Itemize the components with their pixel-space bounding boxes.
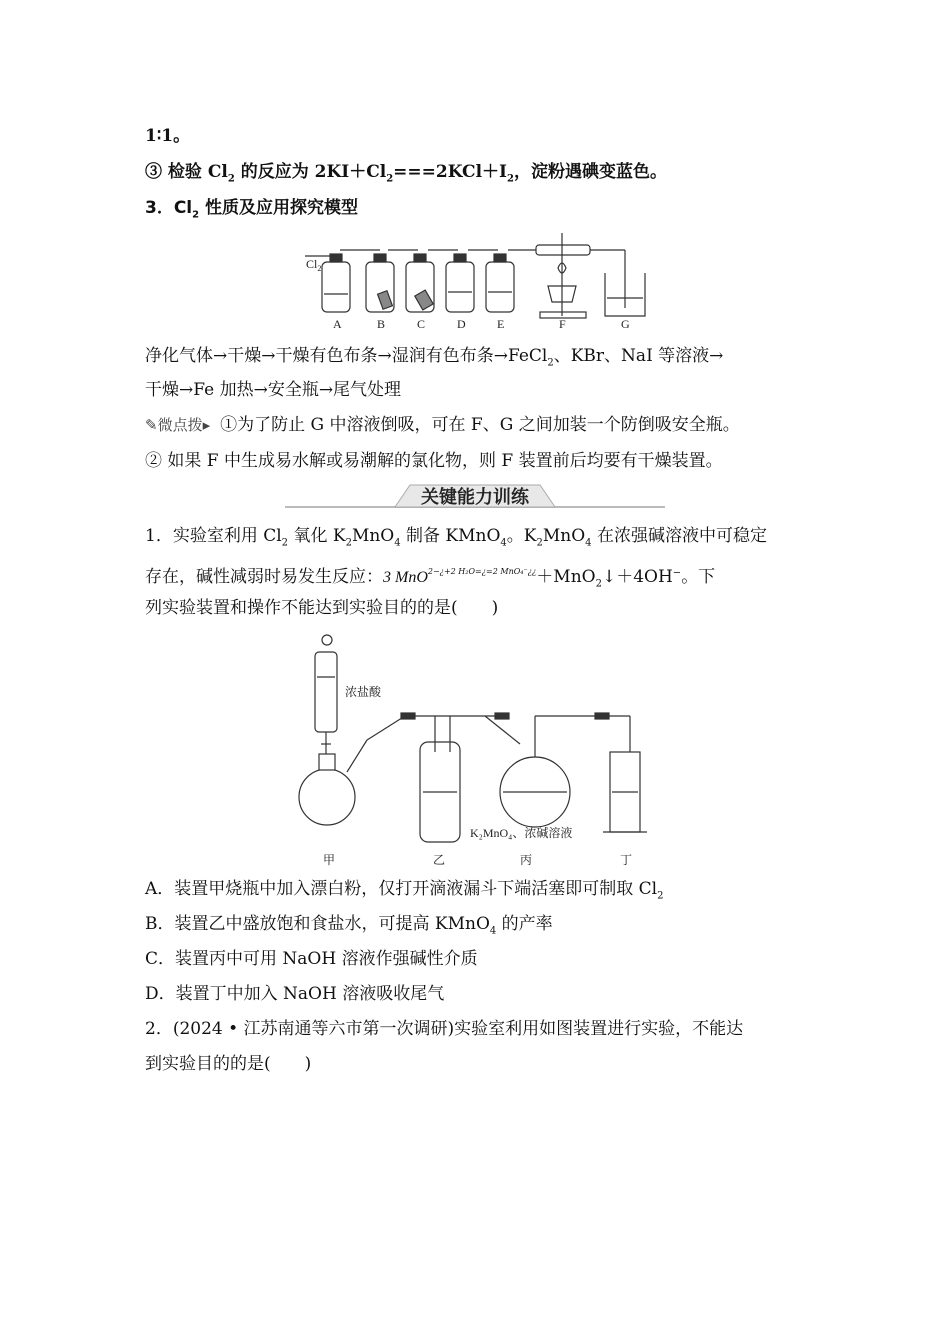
text-seg: 的产率 [496,914,553,934]
sub: 2 [192,209,200,221]
text-seg: 到实验目的的是( ) [145,1054,312,1074]
sub: 4 [585,537,592,549]
sub: 2 [345,537,352,549]
text-seg: 氧化 K [288,526,346,546]
text-seg: 性质及应用探究模型 [199,198,359,218]
text-seg: 在浓强碱溶液中可稳定 [591,526,767,546]
tip-line-2 [145,449,723,473]
label-e: E [497,317,505,331]
apparatus-figure-1 [300,228,660,336]
text-seg: 制备 KMnO [400,526,501,546]
label-g: G [621,317,630,331]
label-jia: 甲 [323,853,336,867]
ratio-text: 1∶1。 [145,126,191,146]
text-seg: A．装置甲烧瓶中加入漂白粉，仅打开滴液漏斗下端活塞即可制取 Cl [145,879,658,899]
apparatus-figure-2 [295,632,665,872]
q2-line-2 [145,1052,311,1076]
label-b: B [377,317,386,331]
q1-line-1 [145,524,767,555]
text-seg: 存在，碱性减弱时易发生反应： [145,567,383,587]
text-seg: D．装置丁中加入 NaOH 溶液吸收尾气 [145,984,445,1004]
ratio-line [145,124,190,148]
tip-item-2: ② 如果 F 中生成易水解或易潮解的氯化物，则 F 装置前后均要有干燥装置。 [145,451,723,471]
option-a[interactable] [145,877,664,908]
cl2-label: $Cl_2$ [306,257,322,273]
sub: 2 [386,173,394,185]
banner-title: 关键能力训练 [421,487,529,508]
text-seg: 净化气体→干燥→干燥有色布条→湿润有色布条→FeCl [145,346,548,366]
q2-line-1 [145,1017,743,1041]
option-b[interactable] [145,912,553,943]
flow-line-2 [145,378,401,402]
sub: 2 [547,357,554,369]
text-seg: 。下 [681,567,716,587]
sub: 2 [227,173,235,185]
pencil-icon: ✎微点拨▸ [145,416,211,434]
label-a: A [333,317,342,331]
text-seg: ===2KCl＋I [393,162,507,182]
text-seg: MnO [351,526,395,546]
sup: − [672,567,682,579]
sub: 2 [281,537,289,549]
text-seg: C．装置丙中可用 NaOH 溶液作强碱性介质 [145,949,478,969]
q1-line-3 [145,596,498,620]
sub: 4 [394,537,401,549]
text-seg: ＋MnO [536,567,596,587]
option-d[interactable] [145,982,444,1006]
text-seg: 1．实验室利用 Cl [145,526,282,546]
text-seg: 、KBr、NaI 等溶液→ [553,346,724,366]
label-bing: 丙 [520,853,533,867]
label-d: D [457,317,466,331]
label-ding: 丁 [620,853,633,867]
acid-label: 浓盐酸 [345,685,382,699]
section-banner [285,481,665,511]
label-f: F [559,317,566,331]
label-c: C [417,317,426,331]
formula: 3 MnO [383,569,428,586]
sub: 2 [657,890,664,902]
option-c[interactable] [145,947,478,971]
formula-sup: 2−¿+2 H₂O=¿=2 MnO₄⁻¿¿ [427,567,537,576]
sub: 4 [489,925,497,937]
sub: 4 [500,537,507,549]
sub: 2 [595,578,602,590]
tip-label: 微点拨 [157,416,203,434]
tip-line-1 [145,413,740,437]
section-heading [145,196,358,227]
text-seg: 列实验装置和操作不能达到实验目的的是( ) [145,598,499,618]
text-seg: ③ 检验 Cl [145,162,228,182]
text-seg: MnO [542,526,586,546]
text-seg: 3．Cl [145,198,193,218]
text-seg: 。K [506,526,537,546]
flow-line-1 [145,344,723,375]
text-seg: ，淀粉遇碘变蓝色。 [513,162,667,182]
label-yi: 乙 [433,853,446,867]
tip-item-1: ①为了防止 G 中溶液倒吸，可在 F、G 之间加装一个防倒吸安全瓶。 [220,415,740,435]
sub: 2 [506,173,514,185]
q1-line-2 [145,560,715,596]
flask-label: K₂MnO₄、浓碱溶液 [470,826,573,840]
text-seg: ↓＋4OH [601,567,673,587]
text-seg: 2．(2024 • 江苏南通等六市第一次调研)实验室利用如图装置进行实验，不能达 [145,1019,744,1039]
iodine-test-line [145,160,667,191]
text-seg: 的反应为 2KI＋Cl [234,162,387,182]
sub: 2 [536,537,543,549]
text-seg: 干燥→Fe 加热→安全瓶→尾气处理 [145,380,402,400]
text-seg: B．装置乙中盛放饱和食盐水，可提高 KMnO [145,914,490,934]
